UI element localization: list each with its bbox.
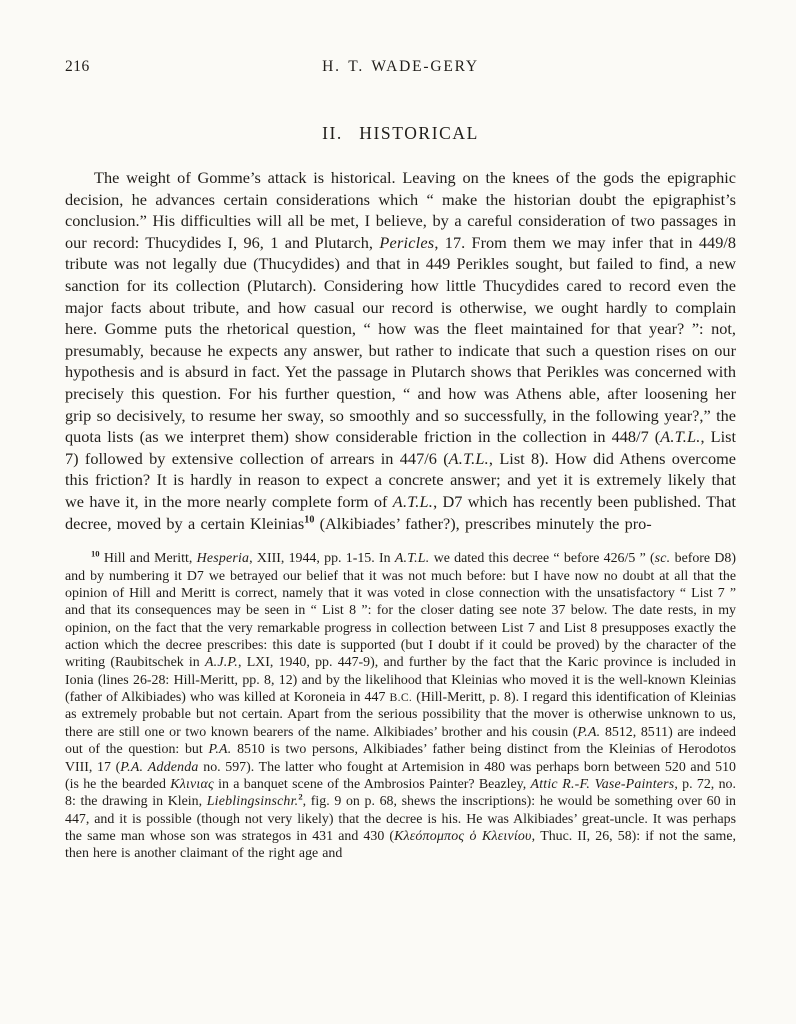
text-run: P.A. (208, 742, 232, 758)
text-run: 8510 is two persons, Alkibiades’ father being distinct from the Kleinias of Herodotos VIII, 17 ( (65, 742, 737, 775)
body-paragraph (65, 167, 736, 534)
text-run: Attic R.-F. Vase-Painters (530, 776, 675, 792)
text-run: , List 7) followed by extensive collection of arrears in 447/6 ( (65, 427, 736, 468)
text-run: , Thuc. II, 26, 58): if not the same, then here is another claimant of the right age and (65, 828, 736, 862)
text-run: sc. (654, 551, 671, 567)
text-run: , D7 which has recently been published. That decree, moved by a certain Kleinias (65, 491, 736, 533)
text-run: Κλεόπομπος ὁ Κλεινίου (394, 828, 532, 844)
text-run: A.J.P. (205, 655, 238, 671)
running-head-author: H. T. WADE-GERY (322, 58, 479, 75)
page-number: 216 (65, 58, 90, 75)
text-run: , p. 72, no. 8: the drawing in Klein, (65, 776, 736, 810)
text-run: (Alkibiades’ father?), prescribes minutely the pro- (314, 513, 652, 533)
text-run: we dated this decree “ before 426/5 ” ( (429, 551, 655, 567)
text-run: P.A. (577, 724, 601, 740)
text-run: Hesperia (196, 551, 250, 567)
text-run: B.C. (389, 691, 413, 705)
text-run: no. 597). The latter who fought at Artemision in 480 was perhaps born between 520 and 510 (is he the bearded (65, 759, 736, 792)
text-run: Lieblingsinschr. (206, 794, 299, 810)
text-run: A.T.L. (392, 491, 434, 511)
text-run: A.T.L. (660, 427, 701, 447)
text-run: 10 (91, 548, 100, 559)
text-run: A.T.L. (394, 551, 430, 567)
footnote-10 (65, 550, 736, 862)
text-run: in a banquet scene of the Ambrosios Painter? Beazley, (213, 776, 531, 792)
text-run: 8512, 8511) are indeed out of the question: but (65, 724, 736, 758)
text-run: , fig. 9 on p. 68, shews the inscriptions): he would be something over 60 in 447, and it is possible (though not very likely) that the decree is his. He was Alkibiades’ great-uncle. It was perhaps the same man whose son was strategos in 431 and 430 ( (65, 794, 736, 844)
text-run: A.T.L. (448, 448, 489, 468)
page-header (65, 58, 736, 77)
text-run: The weight of Gomme’s attack is historical. Leaving on the knees of the gods the epigraphic decision, he advances certain considerations which “ make the historian doubt the epigraphist’s conclusion.” His difficulties will all be met, I believe, by a careful consideration of two passages in our record: Thucydides I, 96, 1 and Plutarch, (65, 168, 736, 252)
text-run: Hill and Meritt, (99, 551, 197, 567)
text-run: 2 (298, 791, 303, 802)
text-run: 10 (304, 514, 315, 526)
text-run: , XIII, 1944, pp. 1-15. In (249, 551, 395, 567)
section-title: II. HISTORICAL (322, 123, 479, 143)
text-run: , 17. From them we may infer that in 449/8 tribute was not legally due (Thucydides) and that in 449 Perikles sought, but failed to find, a new sanction for its collection (Plutarch). Considering how little Thucydides cared to record even the major facts about tribute, and how casual our record is otherwise, we ought hardly to complain here. Gomme puts the rhetorical question, “ how was the fleet maintained for that year? ”: not, presumably, because he expects any answer, but rather to indicate that such a question rises on our hypothesis and is absurd in fact. Yet the passage in Plutarch shows that Perikles was concerned with precisely this question. For his further question, “ and how was Athens able, after loosening her grip so decisively, to resume her sway, so smoothly and so successfully, in the following year?,” the quota lists (as we interpret them) show considerable friction in the collection in 448/7 ( (65, 232, 736, 447)
text-run: Κλινιας (170, 776, 214, 792)
text-run: (Hill-Meritt, p. 8). I regard this identification of Kleinias as extremely probable but not certain. Apart from the serious possibility that the mover is otherwise unknown to us, there are still one or two known bearers of the name. Alkibiades’ brother and his cousin ( (65, 690, 736, 740)
text-run: , List 8). How did Athens overcome this friction? It is hardly in reason to expect a concrete answer; and yet it is extremely likely that we have it, in the more nearly complete form of (65, 448, 736, 511)
text-run: Pericles (379, 232, 435, 252)
text-run: before D8) and by numbering it D7 we betrayed our belief that it was not much before: but I have now no doubt at all that the opinion of Hill and Meritt is correct, namely that it was voted in close connection with the unsatisfactory “ List 7 ” and that its consequences may be seen in “ List 8 ”: for the closer dating see note 37 below. The date rests, in my opinion, on the fact that the very remarkable progress in collection between List 7 and List 8 presupposes exactly the action which the decree prescribes: this date is supported (but I doubt if it could be proved) by the character of the writing (Raubitschek in (65, 551, 736, 671)
text-run: , LXI, 1940, pp. 447-9), and further by the fact that the Karic province is included in Ionia (lines 26-28: Hill-Meritt, pp. 8, 12) and by the likelihood that Kleinias who moved it is the well-known Kleinias (father of Alkibiades) who was killed at Koroneia in 447 (65, 655, 736, 706)
text-run: P.A. Addenda (120, 759, 199, 775)
